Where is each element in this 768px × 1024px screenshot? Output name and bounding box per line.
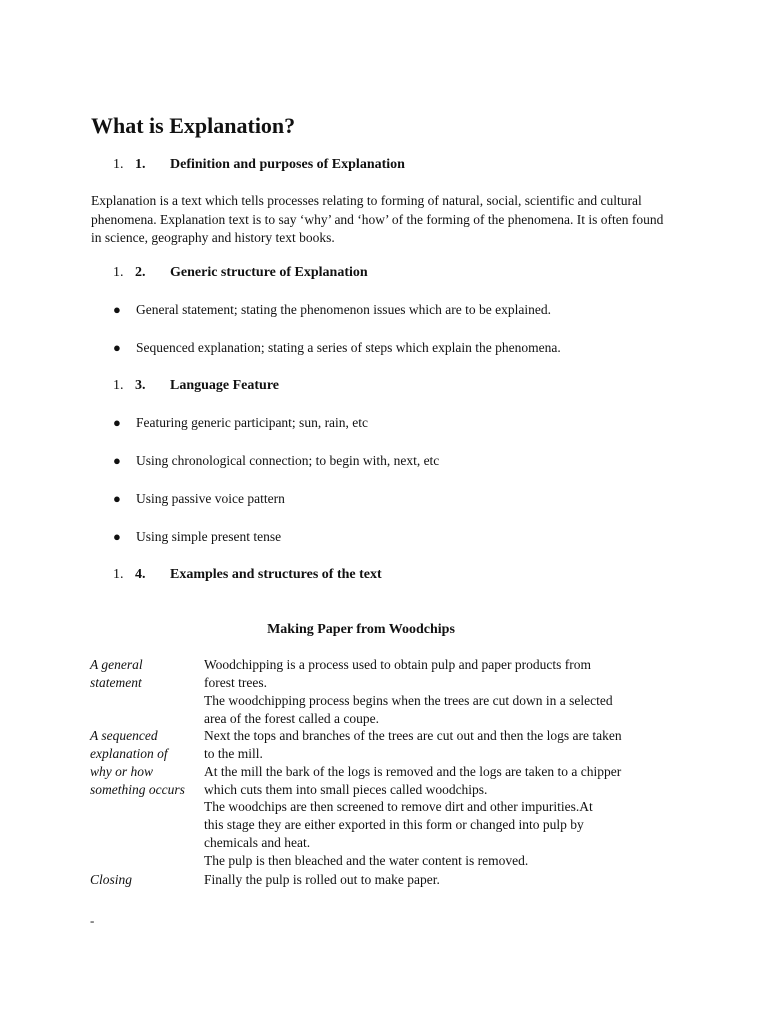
bullet-icon: ● <box>113 340 121 355</box>
list-item <box>113 528 281 546</box>
bullet-text: General statement; stating the phenomenon issues which are to be explained. <box>136 302 551 317</box>
list-number: 1. <box>113 378 124 393</box>
bullet-text: Sequenced explanation; stating a series of steps which explain the phenomena. <box>136 340 561 355</box>
example-step-text: At the mill the bark of the logs is removed and the logs are taken to a chipper which cuts them into small pieces called woodchips. <box>204 764 622 797</box>
list-item <box>113 339 561 357</box>
list-item <box>113 301 551 319</box>
bullet-icon: ● <box>113 529 121 544</box>
section-number: 3. <box>135 378 146 393</box>
label-general-statement: A general statement <box>90 657 143 690</box>
page-title: What is Explanation? <box>91 113 296 138</box>
section-label: Generic structure of Explanation <box>170 265 368 280</box>
bullet-icon: ● <box>113 415 121 430</box>
bullet-text: Using simple present tense <box>136 529 282 544</box>
example-step-text: The woodchips are then screened to remove dirt and other impurities.At this stage they are either exported in this form or changed into pulp by chemicals and heat. <box>204 799 593 850</box>
bullet-icon: ● <box>113 453 121 468</box>
bullet-text: Using passive voice pattern <box>136 491 285 506</box>
section-label: Definition and purposes of Explanation <box>170 157 405 172</box>
list-number: 1. <box>113 157 124 172</box>
section-number: 2. <box>135 265 146 280</box>
section-label: Examples and structures of the text <box>170 567 382 582</box>
example-step-text: The woodchipping process begins when the trees are cut down in a selected area of the forest called a coupe. <box>204 693 613 726</box>
example-title: Making Paper from Woodchips <box>267 622 455 637</box>
list-item <box>113 414 368 432</box>
section-heading-language-feature <box>113 377 279 395</box>
example-step-text: The pulp is then bleached and the water content is removed. <box>204 853 529 868</box>
label-closing: Closing <box>90 872 133 887</box>
bullet-text: Featuring generic participant; sun, rain, etc <box>136 415 369 430</box>
bullet-icon: ● <box>113 491 121 506</box>
section-heading-structure <box>113 264 368 282</box>
trailing-mark: - <box>90 913 95 928</box>
list-item <box>113 490 285 508</box>
list-item <box>113 452 439 470</box>
example-general-text: Woodchipping is a process used to obtain pulp and paper products from forest trees. <box>204 657 591 690</box>
bullet-icon: ● <box>113 302 121 317</box>
section-number: 1. <box>135 157 146 172</box>
section-heading-examples <box>113 566 382 584</box>
section-heading-definition <box>113 156 405 174</box>
section-label: Language Feature <box>170 378 280 393</box>
bullet-text: Using chronological connection; to begin with, next, etc <box>136 453 440 468</box>
definition-paragraph: Explanation is a text which tells processes relating to forming of natural, social, scientific and cultural phenomena. Explanation text is to say ‘why’ and ‘how’ of the forming of the phenomena. It is often found in science, geography and history text books. <box>91 193 664 245</box>
label-sequenced-explanation: A sequenced explanation of why or how something occurs <box>90 728 185 797</box>
list-number: 1. <box>113 567 124 582</box>
list-number: 1. <box>113 265 124 280</box>
example-closing-text: Finally the pulp is rolled out to make paper. <box>204 872 440 887</box>
section-number: 4. <box>135 567 146 582</box>
example-step-text: Next the tops and branches of the trees are cut out and then the logs are taken to the mill. <box>204 728 622 761</box>
